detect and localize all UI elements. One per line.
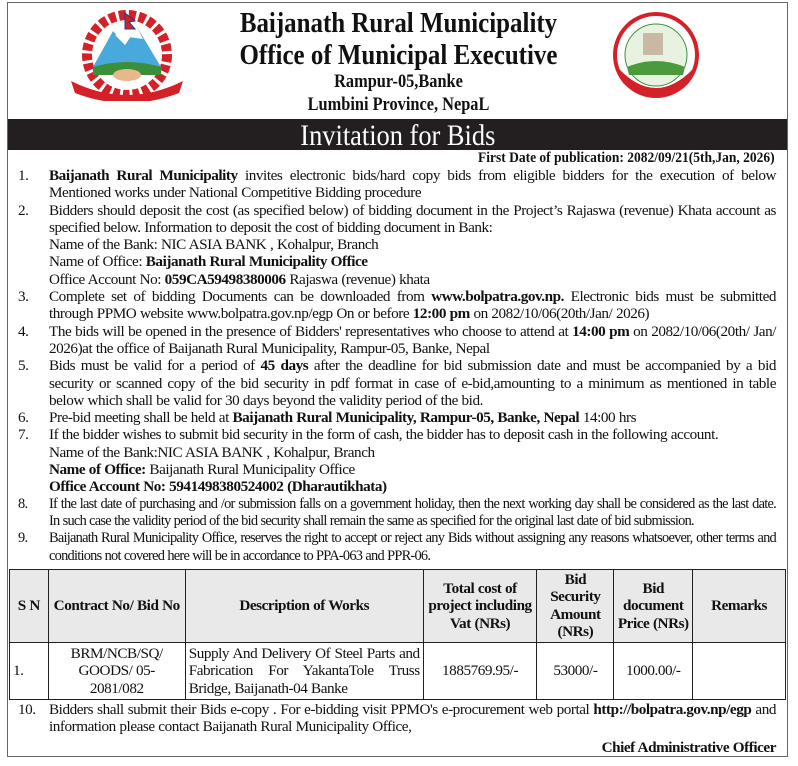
table-row [10, 642, 786, 699]
column-header: Contract No/ Bid No [48, 569, 185, 642]
table-cell: BRM/NCB/SQ/ GOODS/ 05-2081/082 [48, 642, 185, 699]
bold-text: Baijanath Rural Municipality Office [145, 253, 368, 271]
text-segment: The bids will be opened in the presence of Bidders' representatives who choose to attend at [49, 322, 573, 340]
text-segment: Complete set of bidding Documents can be downloaded from [49, 288, 432, 306]
text-segment: Office Account No: [49, 270, 165, 288]
list-item [18, 409, 776, 426]
text-segment: Name of Office: [49, 253, 146, 271]
bold-text: Name of Office: [49, 461, 146, 479]
item-number: 6. [18, 409, 29, 427]
list-item [18, 357, 776, 409]
column-header: S N [10, 569, 49, 642]
text-segment: 14:00 hrs [579, 409, 637, 427]
municipality-title: Baijanath Rural Municipality [239, 7, 558, 39]
item-number: 4. [18, 322, 29, 340]
item-text [49, 530, 776, 565]
table-cell: 53000/- [537, 642, 614, 699]
text-segment: and information please contact Baijanath Rural Municipality Office, [49, 700, 777, 736]
table-cell: 1885769.95/- [423, 642, 537, 699]
text-segment: after the deadline for bid submission date and must be accompanied by a bid security or scanned copy of the bid security in pdf format in case of e-bid,amounting to a minimum as mentioned in table below which shall be valid for 30 days beyond the validity period of the bid. [49, 357, 776, 409]
detail-line [49, 444, 776, 461]
item-text [49, 288, 776, 323]
item-number: 9. [18, 530, 28, 547]
text-segment: Bidders shall submit their Bids e-copy . For e-bidding visit PPMO's e-procurement web portal [49, 700, 594, 718]
item-text [49, 323, 776, 358]
notice-body [13, 167, 777, 757]
item-text [49, 426, 776, 495]
text-segment: on 2082/10/06(20th/ Jan/ 2026)at the office of Baijanath Rural Municipality, Rampur-05, Banke, Nepal [49, 322, 776, 357]
office-title: Office of Municipal Executive [239, 39, 558, 71]
table-cell: 1000.00/- [614, 642, 693, 699]
item-text [49, 202, 776, 288]
bold-text: http://bolpatra.gov.np/egp [593, 700, 752, 718]
text-segment: Bidders should deposit the cost (as specified below) of bidding document in the Project’s Rajaswa (revenue) Khata account as specified below. Information to deposit the cost of bidding document in Bank: [49, 201, 776, 236]
bold-text: 059CA59498380006 [164, 270, 286, 288]
item-text [49, 167, 776, 202]
text-segment: Pre-bid meeting shall be held at [49, 409, 233, 427]
item-number: 10. [18, 700, 36, 718]
publication-date: First Date of publication: 2082/09/21(5th,Jan, 2026) [478, 150, 775, 166]
table-cell [693, 642, 786, 699]
list-item [18, 323, 776, 358]
list-item [18, 530, 776, 565]
bold-text: Office Account No: 5941498380524002 (Dharautikhata) [49, 478, 387, 496]
detail-line [49, 253, 776, 270]
detail-line [49, 236, 776, 253]
text-segment: If the last date of purchasing and /or submission falls on a government holiday, then the next working day shall be considered as the last date. In such case the validity period of the bid security shall remain the same as specified for the original last date of bid submission. [49, 495, 776, 529]
column-header: Total cost of project including Vat (NRs) [423, 569, 537, 642]
list-item [18, 202, 776, 288]
item-text [49, 357, 776, 409]
address-line-2: Lumbini Province, NepaL [307, 94, 490, 115]
list-item [18, 701, 776, 736]
works-table [9, 569, 786, 700]
address-line-1: Rampur-05,Banke [334, 71, 463, 92]
signature-title: Chief Administrative Officer [601, 739, 776, 757]
text-segment: Baijanath Rural Municipality Office, reserves the right to accept or reject any Bids without assigning any reasons whatsoever, other terms and conditions not covered here will be in accordance to PPA-063 and PPR-06. [49, 530, 776, 564]
detail-line [49, 461, 776, 478]
column-header: Remarks [693, 569, 786, 642]
text-segment: Rajaswa (revenue) khata [285, 270, 430, 288]
municipality-seal-logo [613, 11, 699, 99]
table-cell: 1. [10, 642, 49, 699]
table-cell: Supply And Delivery Of Steel Parts and Fabrication For YakantaTole Truss Bridge, Baijanath-04 Banke [185, 642, 423, 699]
bold-text: www.bolpatra.gov.np. [431, 288, 564, 306]
header [8, 3, 789, 119]
item-number: 7. [18, 426, 29, 444]
list-item [18, 167, 776, 202]
bold-text: Baijanath Rural Municipality, Rampur-05, Banke, Nepal [232, 409, 580, 427]
detail-line [49, 271, 776, 288]
bold-text: 45 days [260, 357, 309, 375]
detail-line [49, 478, 776, 495]
text-segment: Bids must be valid for a period of [49, 357, 261, 375]
bid-notice [7, 2, 788, 757]
column-header: Description of Works [185, 569, 423, 642]
item-number: 5. [18, 357, 29, 375]
text-segment: Name of the Bank:NIC ASIA BANK , Kohalpur, Branch [49, 443, 375, 461]
list-item [18, 288, 776, 323]
bold-text: 14:00 pm [572, 322, 630, 340]
text-segment: Electronic bids must be submitted through PPMO website www.bolpatra.gov.np/egp On or before [49, 288, 777, 323]
text-segment: Name of the Bank: NIC ASIA BANK , Kohalpur, Branch [49, 236, 379, 254]
bold-text: Baijanath Rural Municipality [49, 167, 238, 184]
column-header: Bid Security Amount (NRs) [537, 569, 614, 642]
item-number: 1. [18, 167, 29, 184]
list-item [18, 496, 776, 531]
column-header: Bid document Price (NRs) [614, 569, 693, 642]
bold-text: 12:00 pm [412, 305, 470, 323]
item-text [49, 409, 776, 426]
text-segment: Baijanath Rural Municipality Office [145, 461, 355, 479]
item-number: 2. [18, 201, 29, 219]
item-number: 8. [18, 495, 28, 512]
item-text [49, 496, 776, 531]
text-segment: on 2082/10/06(20th/Jan/ 2026) [469, 305, 650, 323]
list-item [18, 426, 776, 495]
item-text [49, 701, 776, 736]
item-number: 3. [18, 288, 29, 306]
invitation-banner: Invitation for Bids [8, 119, 787, 150]
text-segment: If the bidder wishes to submit bid security in the form of cash, the bidder has to deposit cash in the following account. [49, 426, 719, 444]
text-segment: invites electronic bids/hard copy bids from eligible bidders for the execution of below Mentioned works under National Competitive Bidding procedure [49, 167, 777, 202]
